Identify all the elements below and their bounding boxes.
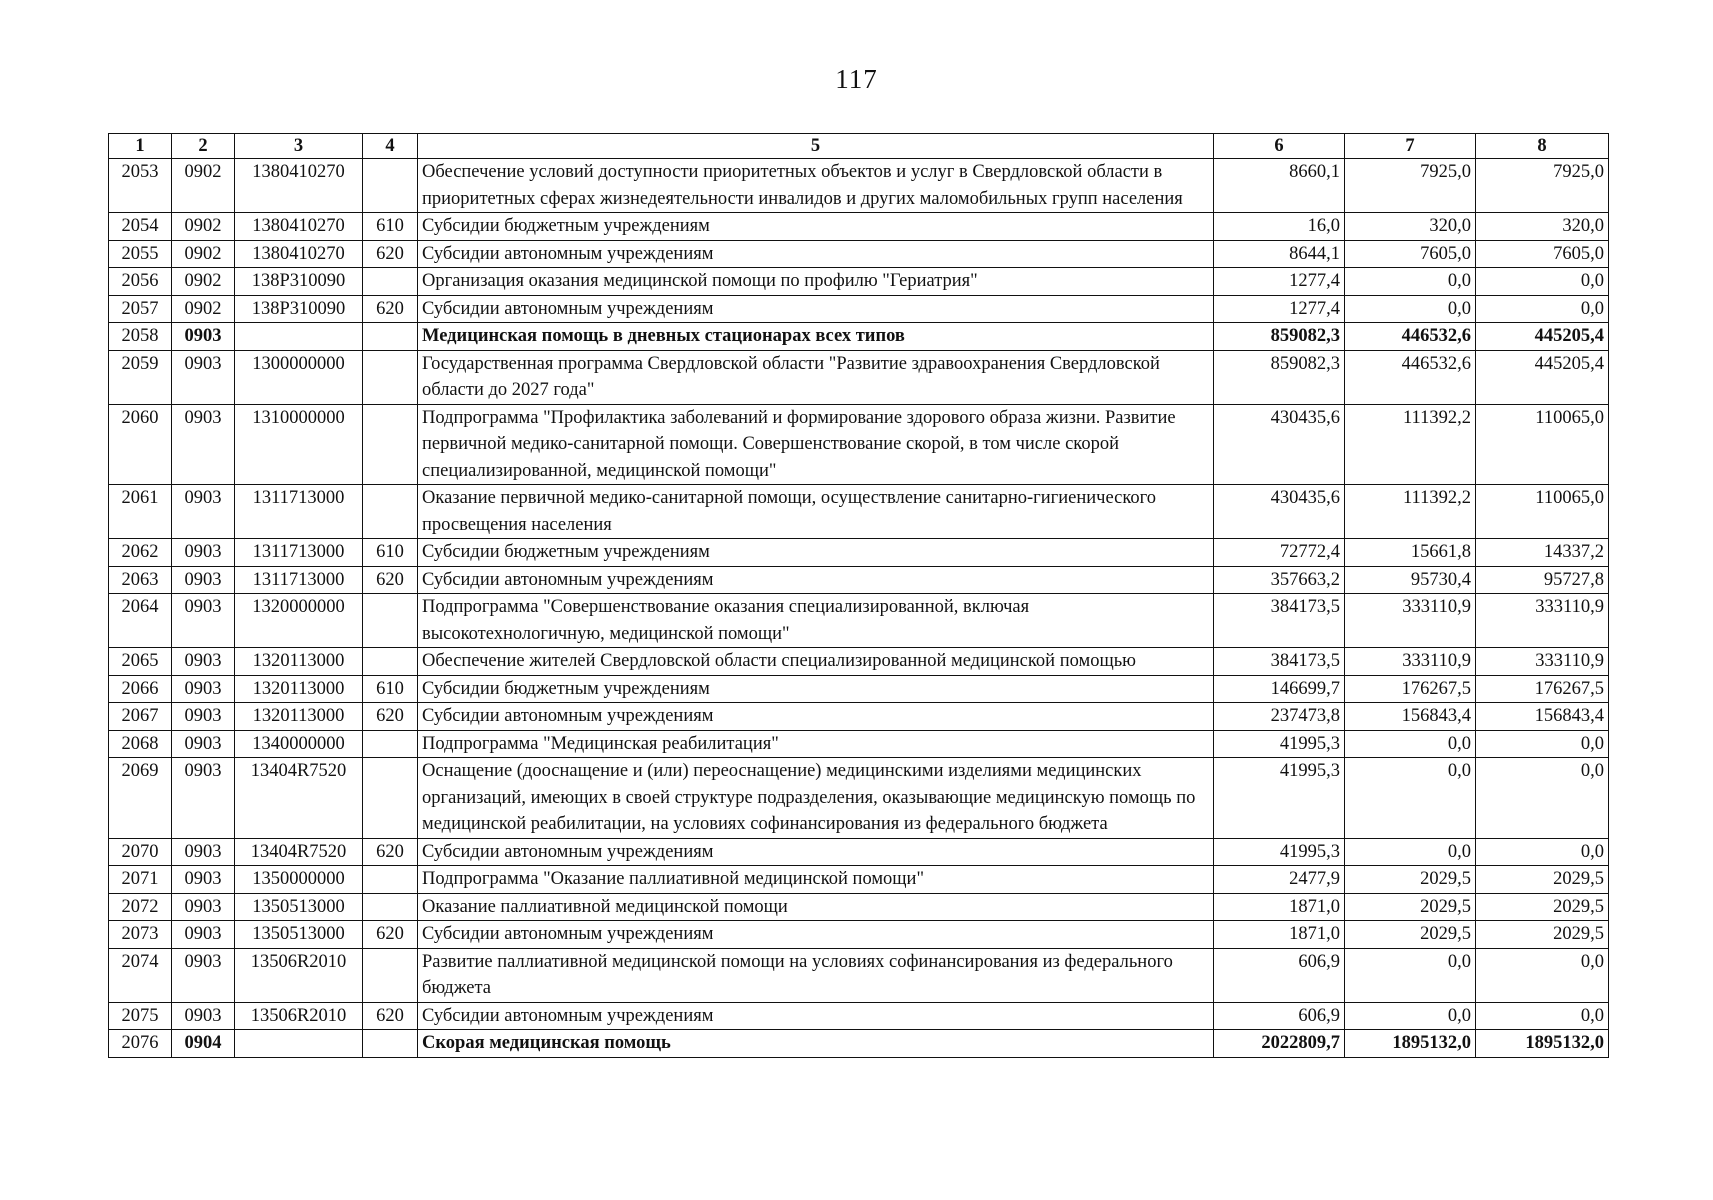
row-number: 2055 xyxy=(109,240,172,268)
amount-col-8: 2029,5 xyxy=(1476,893,1609,921)
section-code: 0903 xyxy=(172,485,235,539)
target-article-code: 1320113000 xyxy=(235,703,363,731)
expense-type-code xyxy=(363,1030,418,1058)
expense-type-code xyxy=(363,404,418,485)
amount-col-8: 1895132,0 xyxy=(1476,1030,1609,1058)
amount-col-8: 176267,5 xyxy=(1476,675,1609,703)
amount-col-7: 0,0 xyxy=(1345,295,1476,323)
amount-col-7: 0,0 xyxy=(1345,948,1476,1002)
target-article-code xyxy=(235,1030,363,1058)
expense-type-code: 620 xyxy=(363,703,418,731)
amount-col-7: 0,0 xyxy=(1345,268,1476,296)
amount-col-6: 1277,4 xyxy=(1214,268,1345,296)
amount-col-6: 72772,4 xyxy=(1214,539,1345,567)
item-name: Субсидии автономным учреждениям xyxy=(418,1002,1214,1030)
expense-type-code: 610 xyxy=(363,539,418,567)
amount-col-7: 333110,9 xyxy=(1345,648,1476,676)
amount-col-6: 237473,8 xyxy=(1214,703,1345,731)
section-code: 0903 xyxy=(172,758,235,839)
amount-col-7: 446532,6 xyxy=(1345,350,1476,404)
table-row xyxy=(109,921,1609,949)
amount-col-7: 2029,5 xyxy=(1345,866,1476,894)
target-article-code: 138P310090 xyxy=(235,295,363,323)
header-row xyxy=(109,134,1609,159)
target-article-code: 1340000000 xyxy=(235,730,363,758)
row-number: 2063 xyxy=(109,566,172,594)
amount-col-7: 0,0 xyxy=(1345,838,1476,866)
amount-col-7: 7925,0 xyxy=(1345,159,1476,213)
section-code: 0903 xyxy=(172,323,235,351)
table-row xyxy=(109,240,1609,268)
target-article-code: 1350513000 xyxy=(235,921,363,949)
table-row xyxy=(109,948,1609,1002)
table-row xyxy=(109,213,1609,241)
item-name: Субсидии бюджетным учреждениям xyxy=(418,213,1214,241)
amount-col-8: 445205,4 xyxy=(1476,350,1609,404)
amount-col-7: 111392,2 xyxy=(1345,485,1476,539)
amount-col-8: 0,0 xyxy=(1476,1002,1609,1030)
section-code: 0903 xyxy=(172,838,235,866)
amount-col-8: 333110,9 xyxy=(1476,648,1609,676)
table-row xyxy=(109,323,1609,351)
section-code: 0903 xyxy=(172,893,235,921)
amount-col-6: 606,9 xyxy=(1214,1002,1345,1030)
section-code: 0903 xyxy=(172,921,235,949)
amount-col-7: 176267,5 xyxy=(1345,675,1476,703)
expense-type-code xyxy=(363,866,418,894)
table-row xyxy=(109,675,1609,703)
table-row xyxy=(109,838,1609,866)
item-name: Субсидии автономным учреждениям xyxy=(418,240,1214,268)
row-number: 2070 xyxy=(109,838,172,866)
item-name: Подпрограмма "Профилактика заболеваний и формирование здорового образа жизни. Развитие первичной медико-санитарной помощи. Совершенствование скорой, в том числе скорой специализированной, медицинской помощи" xyxy=(418,404,1214,485)
amount-col-6: 8644,1 xyxy=(1214,240,1345,268)
item-name: Оказание паллиативной медицинской помощи xyxy=(418,893,1214,921)
row-number: 2069 xyxy=(109,758,172,839)
expense-type-code xyxy=(363,485,418,539)
row-number: 2074 xyxy=(109,948,172,1002)
target-article-code: 13506R2010 xyxy=(235,948,363,1002)
row-number: 2071 xyxy=(109,866,172,894)
expense-type-code xyxy=(363,594,418,648)
amount-col-6: 859082,3 xyxy=(1214,323,1345,351)
target-article-code: 1380410270 xyxy=(235,159,363,213)
amount-col-6: 859082,3 xyxy=(1214,350,1345,404)
item-name: Субсидии автономным учреждениям xyxy=(418,921,1214,949)
row-number: 2065 xyxy=(109,648,172,676)
amount-col-6: 2477,9 xyxy=(1214,866,1345,894)
expense-type-code xyxy=(363,350,418,404)
expense-type-code: 620 xyxy=(363,921,418,949)
amount-col-7: 156843,4 xyxy=(1345,703,1476,731)
row-number: 2072 xyxy=(109,893,172,921)
amount-col-8: 0,0 xyxy=(1476,758,1609,839)
amount-col-6: 606,9 xyxy=(1214,948,1345,1002)
target-article-code: 1311713000 xyxy=(235,539,363,567)
expense-type-code: 620 xyxy=(363,295,418,323)
table-row xyxy=(109,485,1609,539)
expense-type-code xyxy=(363,159,418,213)
amount-col-8: 14337,2 xyxy=(1476,539,1609,567)
row-number: 2053 xyxy=(109,159,172,213)
table-row xyxy=(109,758,1609,839)
amount-col-6: 430435,6 xyxy=(1214,485,1345,539)
row-number: 2073 xyxy=(109,921,172,949)
row-number: 2056 xyxy=(109,268,172,296)
amount-col-6: 146699,7 xyxy=(1214,675,1345,703)
table-row xyxy=(109,648,1609,676)
expense-type-code xyxy=(363,323,418,351)
section-code: 0903 xyxy=(172,703,235,731)
section-code: 0904 xyxy=(172,1030,235,1058)
amount-col-8: 0,0 xyxy=(1476,948,1609,1002)
item-name: Оснащение (дооснащение и (или) переоснащение) медицинскими изделиями медицинских организаций, имеющих в своей структуре подразделения, оказывающие медицинскую помощь по медицинской реабилитации, на условиях софинансирования из федерального бюджета xyxy=(418,758,1214,839)
amount-col-8: 110065,0 xyxy=(1476,485,1609,539)
amount-col-7: 0,0 xyxy=(1345,730,1476,758)
expense-type-code xyxy=(363,730,418,758)
item-name: Государственная программа Свердловской области "Развитие здравоохранения Свердловской области до 2027 года" xyxy=(418,350,1214,404)
expense-type-code xyxy=(363,268,418,296)
target-article-code xyxy=(235,323,363,351)
amount-col-7: 111392,2 xyxy=(1345,404,1476,485)
table-row xyxy=(109,1030,1609,1058)
amount-col-8: 156843,4 xyxy=(1476,703,1609,731)
expense-type-code xyxy=(363,758,418,839)
section-code: 0903 xyxy=(172,866,235,894)
amount-col-6: 384173,5 xyxy=(1214,648,1345,676)
table-row xyxy=(109,1002,1609,1030)
table-row xyxy=(109,404,1609,485)
row-number: 2064 xyxy=(109,594,172,648)
row-number: 2068 xyxy=(109,730,172,758)
amount-col-7: 1895132,0 xyxy=(1345,1030,1476,1058)
header-col-5: 5 xyxy=(418,134,1214,159)
amount-col-8: 320,0 xyxy=(1476,213,1609,241)
row-number: 2075 xyxy=(109,1002,172,1030)
section-code: 0902 xyxy=(172,159,235,213)
section-code: 0903 xyxy=(172,730,235,758)
header-col-8: 8 xyxy=(1476,134,1609,159)
section-code: 0903 xyxy=(172,594,235,648)
header-col-6: 6 xyxy=(1214,134,1345,159)
amount-col-7: 333110,9 xyxy=(1345,594,1476,648)
amount-col-7: 2029,5 xyxy=(1345,893,1476,921)
row-number: 2054 xyxy=(109,213,172,241)
row-number: 2057 xyxy=(109,295,172,323)
amount-col-6: 41995,3 xyxy=(1214,730,1345,758)
target-article-code: 1300000000 xyxy=(235,350,363,404)
item-name: Субсидии автономным учреждениям xyxy=(418,838,1214,866)
budget-table xyxy=(108,133,1609,1058)
item-name: Обеспечение условий доступности приоритетных объектов и услуг в Свердловской области в приоритетных сферах жизнедеятельности инвалидов и других маломобильных групп населения xyxy=(418,159,1214,213)
amount-col-8: 7605,0 xyxy=(1476,240,1609,268)
expense-type-code xyxy=(363,948,418,1002)
target-article-code: 1380410270 xyxy=(235,213,363,241)
table-row xyxy=(109,295,1609,323)
table-row xyxy=(109,893,1609,921)
target-article-code: 138P310090 xyxy=(235,268,363,296)
section-code: 0903 xyxy=(172,948,235,1002)
target-article-code: 13506R2010 xyxy=(235,1002,363,1030)
target-article-code: 1350000000 xyxy=(235,866,363,894)
item-name: Скорая медицинская помощь xyxy=(418,1030,1214,1058)
row-number: 2060 xyxy=(109,404,172,485)
section-code: 0903 xyxy=(172,648,235,676)
amount-col-6: 8660,1 xyxy=(1214,159,1345,213)
header-col-4: 4 xyxy=(363,134,418,159)
amount-col-6: 1871,0 xyxy=(1214,921,1345,949)
target-article-code: 1380410270 xyxy=(235,240,363,268)
item-name: Медицинская помощь в дневных стационарах всех типов xyxy=(418,323,1214,351)
item-name: Субсидии автономным учреждениям xyxy=(418,566,1214,594)
amount-col-8: 2029,5 xyxy=(1476,921,1609,949)
amount-col-8: 0,0 xyxy=(1476,730,1609,758)
item-name: Субсидии автономным учреждениям xyxy=(418,295,1214,323)
target-article-code: 1350513000 xyxy=(235,893,363,921)
row-number: 2059 xyxy=(109,350,172,404)
amount-col-7: 446532,6 xyxy=(1345,323,1476,351)
table-row xyxy=(109,703,1609,731)
target-article-code: 1320000000 xyxy=(235,594,363,648)
amount-col-6: 41995,3 xyxy=(1214,838,1345,866)
amount-col-6: 41995,3 xyxy=(1214,758,1345,839)
header-col-1: 1 xyxy=(109,134,172,159)
section-code: 0903 xyxy=(172,404,235,485)
amount-col-6: 357663,2 xyxy=(1214,566,1345,594)
header-col-2: 2 xyxy=(172,134,235,159)
amount-col-8: 110065,0 xyxy=(1476,404,1609,485)
expense-type-code: 620 xyxy=(363,838,418,866)
target-article-code: 1311713000 xyxy=(235,485,363,539)
amount-col-6: 16,0 xyxy=(1214,213,1345,241)
amount-col-8: 95727,8 xyxy=(1476,566,1609,594)
target-article-code: 13404R7520 xyxy=(235,758,363,839)
table-row xyxy=(109,159,1609,213)
page-number: 117 xyxy=(835,64,878,94)
item-name: Оказание первичной медико-санитарной помощи, осуществление санитарно-гигиенического просвещения населения xyxy=(418,485,1214,539)
row-number: 2058 xyxy=(109,323,172,351)
amount-col-8: 2029,5 xyxy=(1476,866,1609,894)
item-name: Организация оказания медицинской помощи по профилю "Гериатрия" xyxy=(418,268,1214,296)
amount-col-7: 320,0 xyxy=(1345,213,1476,241)
amount-col-8: 0,0 xyxy=(1476,838,1609,866)
item-name: Подпрограмма "Оказание паллиативной медицинской помощи" xyxy=(418,866,1214,894)
table-row xyxy=(109,594,1609,648)
expense-type-code: 620 xyxy=(363,240,418,268)
item-name: Подпрограмма "Совершенствование оказания специализированной, включая высокотехнологичную, медицинской помощи" xyxy=(418,594,1214,648)
amount-col-7: 0,0 xyxy=(1345,758,1476,839)
expense-type-code: 620 xyxy=(363,1002,418,1030)
row-number: 2062 xyxy=(109,539,172,567)
header-col-7: 7 xyxy=(1345,134,1476,159)
amount-col-6: 1871,0 xyxy=(1214,893,1345,921)
amount-col-6: 430435,6 xyxy=(1214,404,1345,485)
amount-col-7: 7605,0 xyxy=(1345,240,1476,268)
item-name: Субсидии бюджетным учреждениям xyxy=(418,539,1214,567)
amount-col-6: 384173,5 xyxy=(1214,594,1345,648)
item-name: Субсидии бюджетным учреждениям xyxy=(418,675,1214,703)
section-code: 0903 xyxy=(172,566,235,594)
amount-col-8: 7925,0 xyxy=(1476,159,1609,213)
expense-type-code: 620 xyxy=(363,566,418,594)
row-number: 2067 xyxy=(109,703,172,731)
amount-col-7: 0,0 xyxy=(1345,1002,1476,1030)
item-name: Подпрограмма "Медицинская реабилитация" xyxy=(418,730,1214,758)
row-number: 2061 xyxy=(109,485,172,539)
amount-col-8: 0,0 xyxy=(1476,295,1609,323)
table-row xyxy=(109,866,1609,894)
table-row xyxy=(109,730,1609,758)
expense-type-code xyxy=(363,648,418,676)
target-article-code: 1310000000 xyxy=(235,404,363,485)
section-code: 0903 xyxy=(172,539,235,567)
table-row xyxy=(109,268,1609,296)
section-code: 0902 xyxy=(172,213,235,241)
amount-col-8: 0,0 xyxy=(1476,268,1609,296)
amount-col-6: 1277,4 xyxy=(1214,295,1345,323)
header-col-3: 3 xyxy=(235,134,363,159)
amount-col-8: 445205,4 xyxy=(1476,323,1609,351)
target-article-code: 1320113000 xyxy=(235,648,363,676)
section-code: 0903 xyxy=(172,350,235,404)
item-name: Развитие паллиативной медицинской помощи на условиях софинансирования из федерального бюджета xyxy=(418,948,1214,1002)
section-code: 0903 xyxy=(172,675,235,703)
amount-col-7: 95730,4 xyxy=(1345,566,1476,594)
target-article-code: 1311713000 xyxy=(235,566,363,594)
table-row xyxy=(109,539,1609,567)
table-row xyxy=(109,566,1609,594)
section-code: 0902 xyxy=(172,295,235,323)
amount-col-8: 333110,9 xyxy=(1476,594,1609,648)
item-name: Обеспечение жителей Свердловской области специализированной медицинской помощью xyxy=(418,648,1214,676)
table-body xyxy=(109,159,1609,1058)
expense-type-code xyxy=(363,893,418,921)
row-number: 2066 xyxy=(109,675,172,703)
table-row xyxy=(109,350,1609,404)
expense-type-code: 610 xyxy=(363,675,418,703)
expense-type-code: 610 xyxy=(363,213,418,241)
section-code: 0902 xyxy=(172,268,235,296)
target-article-code: 1320113000 xyxy=(235,675,363,703)
section-code: 0903 xyxy=(172,1002,235,1030)
row-number: 2076 xyxy=(109,1030,172,1058)
amount-col-7: 15661,8 xyxy=(1345,539,1476,567)
section-code: 0902 xyxy=(172,240,235,268)
amount-col-7: 2029,5 xyxy=(1345,921,1476,949)
amount-col-6: 2022809,7 xyxy=(1214,1030,1345,1058)
target-article-code: 13404R7520 xyxy=(235,838,363,866)
item-name: Субсидии автономным учреждениям xyxy=(418,703,1214,731)
